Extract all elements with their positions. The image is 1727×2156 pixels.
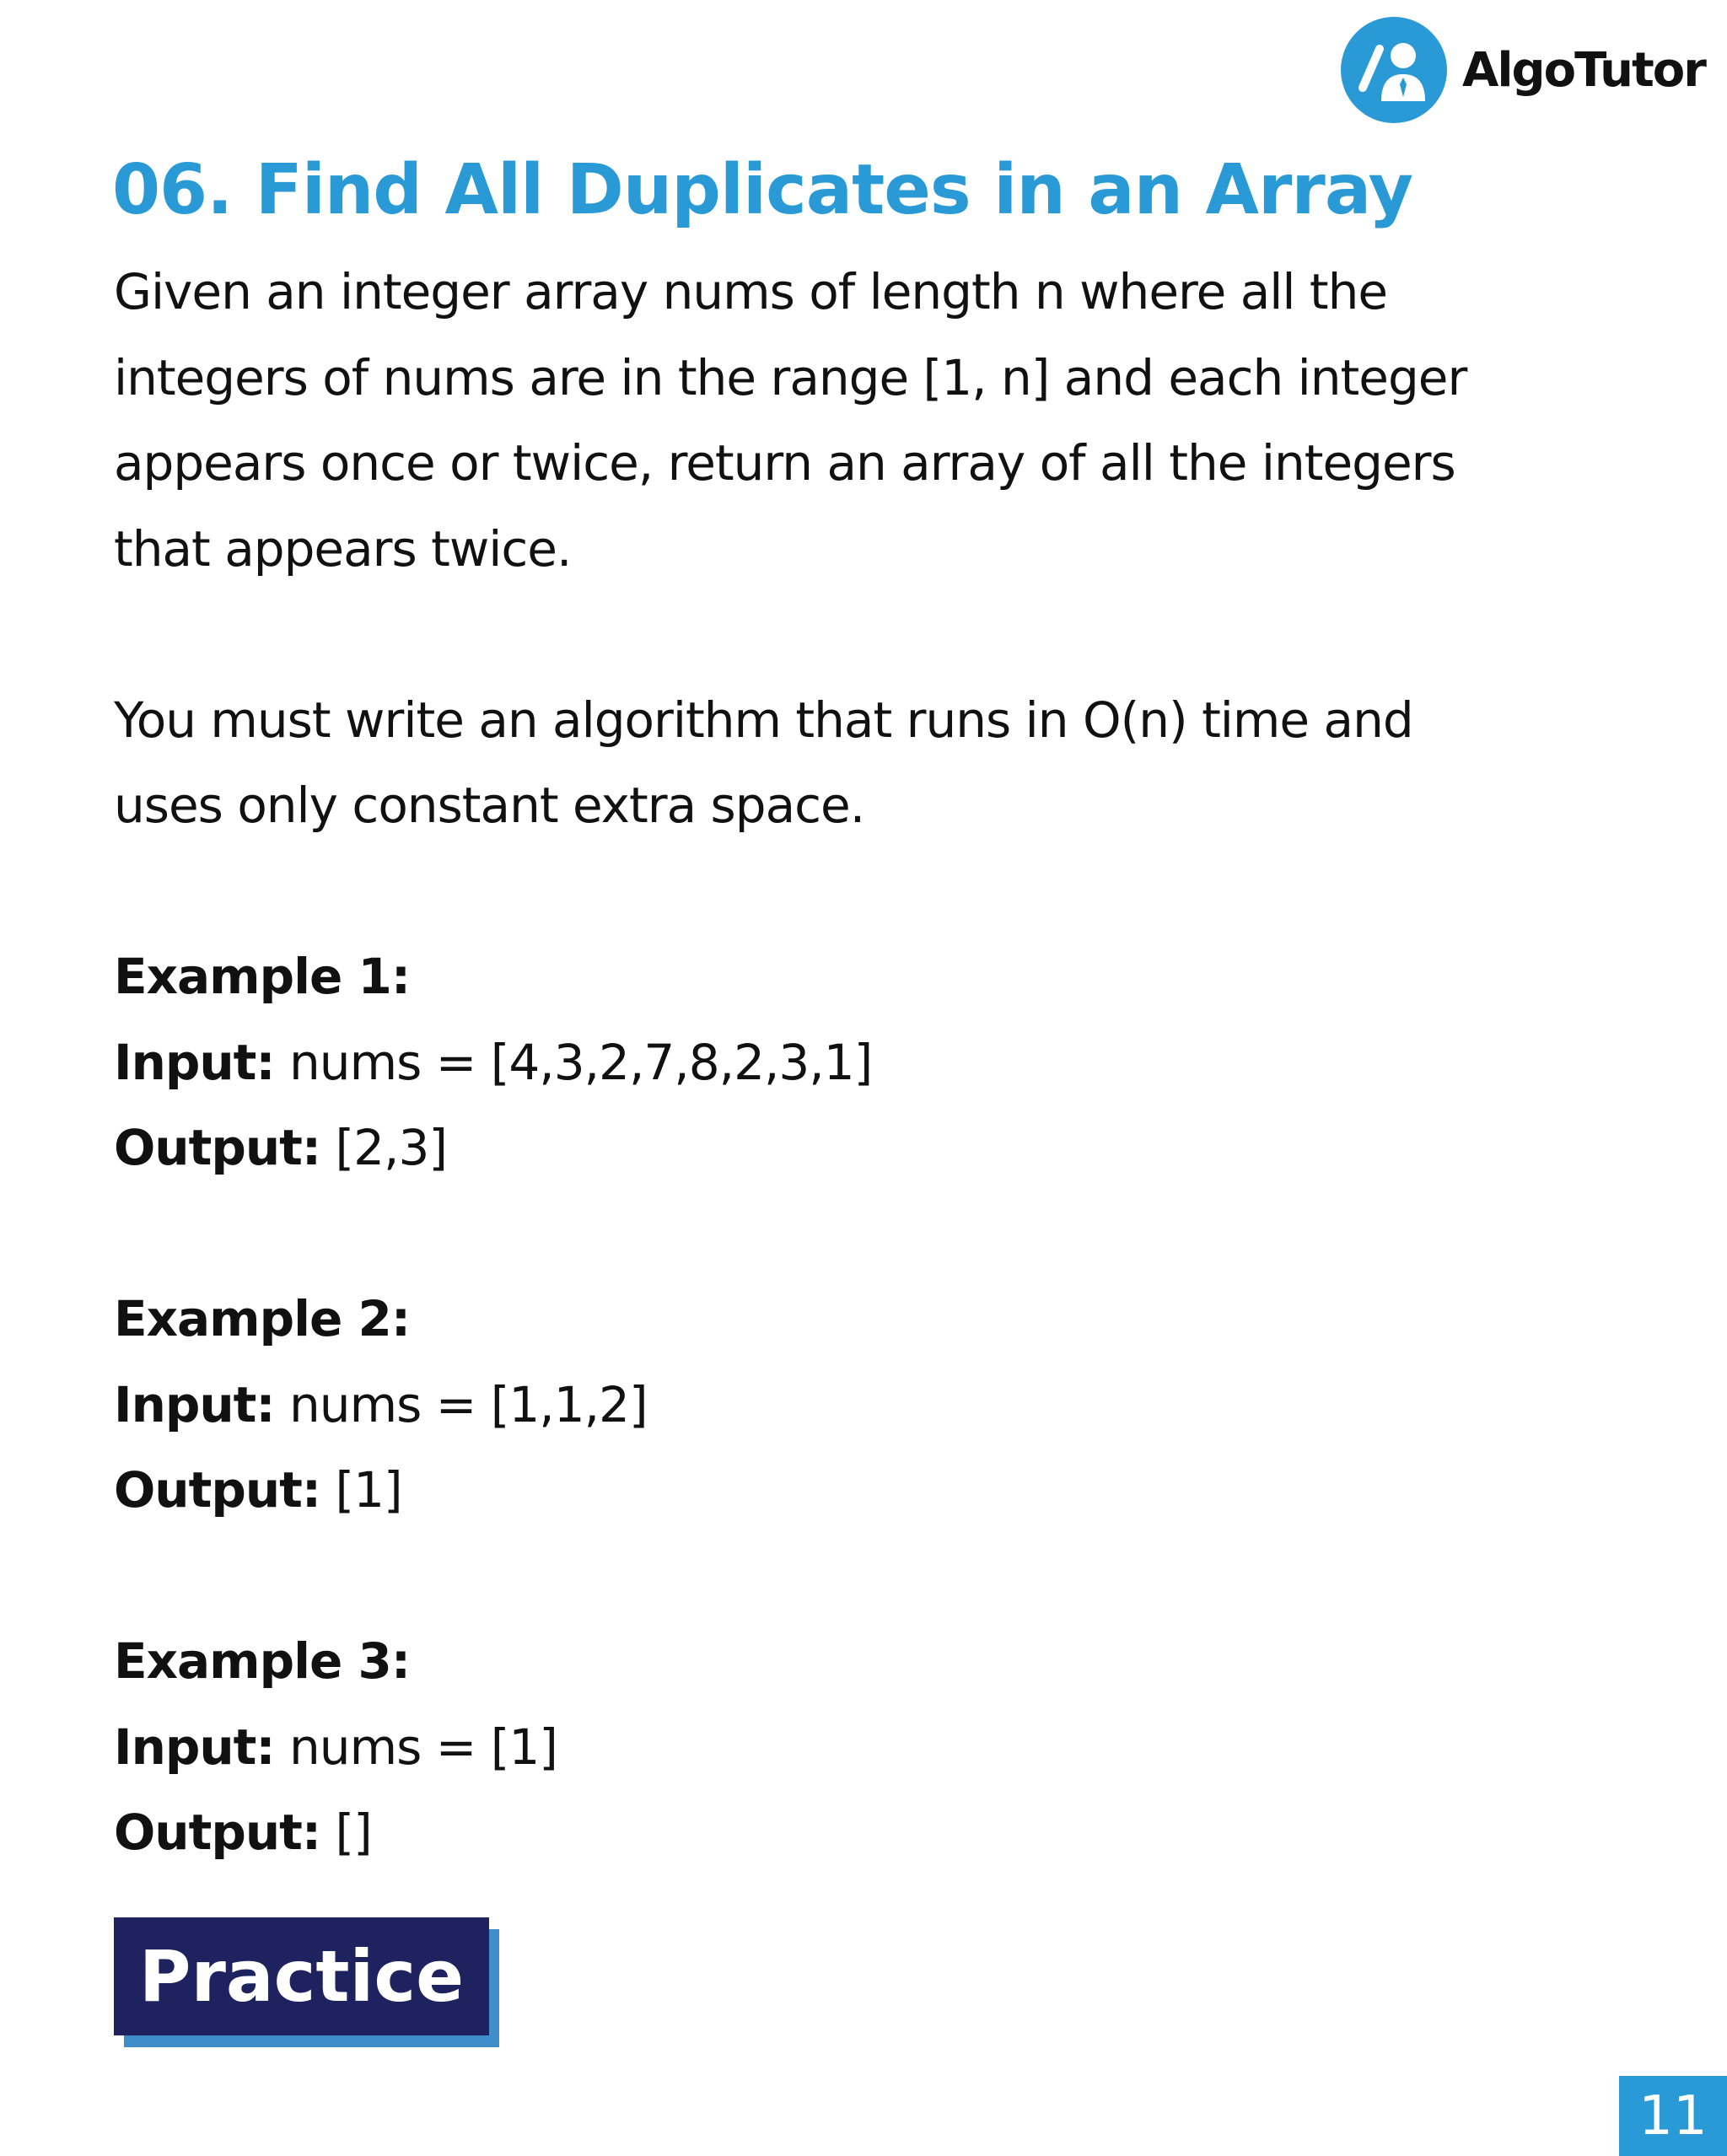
description-line: that appears twice. [114, 519, 572, 578]
example-spacer [114, 1534, 1632, 1620]
example-output [114, 1105, 1632, 1191]
input-value: nums = [4,3,2,7,8,2,3,1] [274, 1033, 873, 1091]
problem-content [114, 250, 1632, 1876]
input-label: Input: [114, 1033, 275, 1091]
constraint-line: You must write an algorithm that runs in O(n) time and [114, 691, 1413, 749]
input-value: nums = [1] [274, 1718, 557, 1776]
output-value: [1] [320, 1461, 402, 1519]
description-line: Given an integer array nums of length n where all the [114, 263, 1388, 320]
input-value: nums = [1,1,2] [274, 1375, 648, 1433]
practice-button-container [114, 1917, 489, 2035]
example-input [114, 1363, 1632, 1449]
paragraph-spacer [114, 849, 1632, 935]
paragraph-spacer [114, 592, 1632, 678]
output-label: Output: [114, 1461, 321, 1519]
page-title: 06. Find All Duplicates in an Array [112, 150, 1413, 230]
description-line: integers of nums are in the range [1, n] and each integer [114, 348, 1467, 406]
example-heading: Example 3: [114, 1632, 411, 1690]
practice-button[interactable]: Practice [114, 1917, 489, 2035]
example-input [114, 1705, 1632, 1791]
constraint-line: uses only constant extra space. [114, 777, 865, 834]
output-label: Output: [114, 1119, 321, 1176]
example-output [114, 1790, 1632, 1876]
input-label: Input: [114, 1718, 275, 1776]
example-heading: Example 2: [114, 1290, 411, 1347]
input-label: Input: [114, 1375, 275, 1433]
output-value: [2,3] [320, 1119, 447, 1176]
example-spacer [114, 1191, 1632, 1277]
example-output [114, 1448, 1632, 1534]
output-value: [] [320, 1804, 372, 1861]
example-input [114, 1020, 1632, 1106]
description-line: appears once or twice, return an array of all the integers [114, 434, 1455, 492]
example-heading: Example 1: [114, 948, 411, 1005]
tutor-person-icon [1341, 17, 1447, 123]
output-label: Output: [114, 1804, 321, 1861]
page-number-badge: 11 [1619, 2076, 1727, 2156]
brand-name: AlgoTutor [1462, 42, 1705, 98]
brand-logo [1341, 17, 1705, 123]
